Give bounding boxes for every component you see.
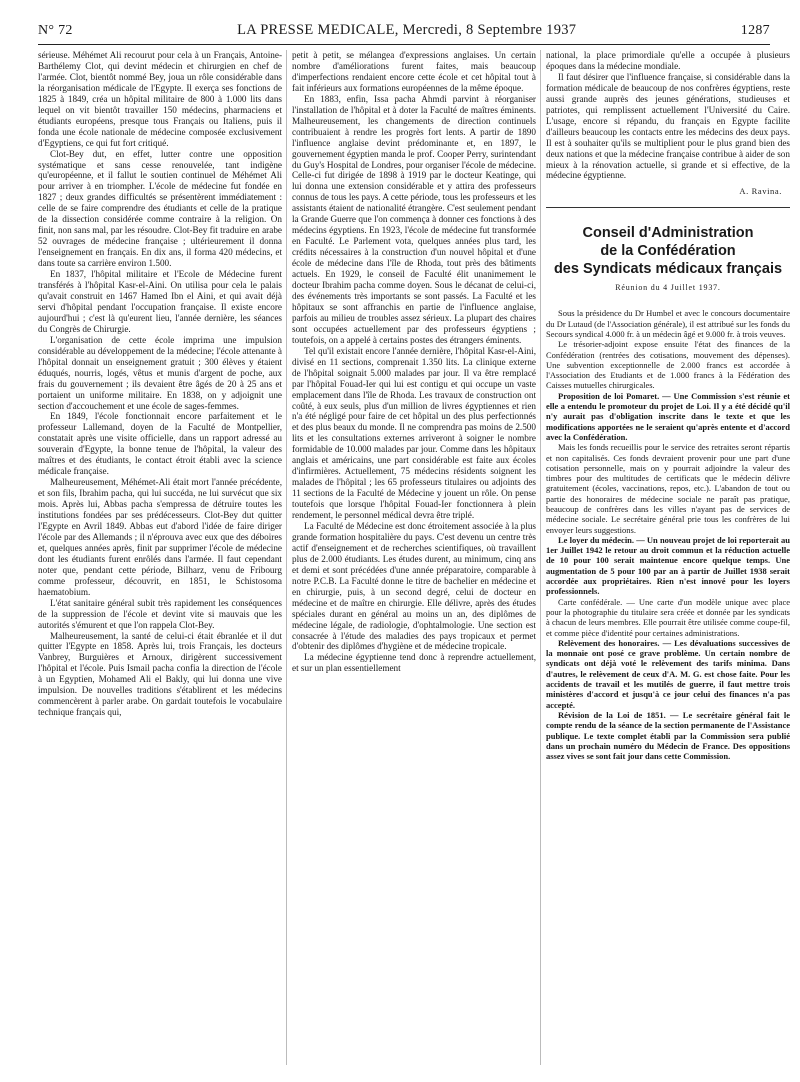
paragraph: Mais les fonds recueillis pour le service des retraites seront répartis et non capitalisés. Ces fonds devraient provenir pour une part d'une cotisation personnelle, mais on y pourrait adjoindre la valeur des timbres pour des multitudes de certificats que le médecin délivre gratuitement (écoles, vaccinations, repos, etc.). L'abandon de tout ou partie des honoraires de médecine sociale ne paraît pas pratique, beaucoup de confrères dans les villes n'ayant pas de services de médecine sociale. Le secrétaire général prie tous les confrères de lui envoyer leurs suggestions. [546,442,790,535]
column-3 [546,50,790,1065]
page-number: N° 72 [38,23,73,38]
column-divider [540,50,541,1065]
paragraph: national, la place primordiale qu'elle a occupée à plusieurs époques dans la médecine mondiale. [546,50,790,71]
paragraph: Proposition de loi Pomaret. — Une Commission s'est réunie et elle a entendu le promoteur du projet de Loi. Il y a été décidé qu'il n'y aurait pas d'obligation inscrite dans le texte et que les modifications apportées ne le seraient qu'après entente et d'accord avec la Confédération. [546,390,790,442]
paragraph: Il faut désirer que l'influence française, si considérable dans la formation médicale de beaucoup de nos confrères égyptiens, reste aussi grande auprès des jeunes générations, studieuses et patriotes, qui remplissent actuellement l'Université du Caire. L'usage, encore si répandu, du français en Egypte facilite d'ailleurs beaucoup les contacts entre les médecins des deux pays. Il est à souhaiter qu'ils se multiplient pour le plus grand bien des deux nations et que la médecine française contribue à aider de son mieux à la rénovation actuelle, si grande et si effective, de la médecine égyptienne. [546,71,790,181]
paragraph: Relèvement des honoraires. — Les dévaluations successives de la monnaie ont posé ce grave problème. Un certain nombre de syndicats ont déjà voté le relèvement des tarifs minima. Dans d'autres, le relèvement de ceux d'A. M. G. est chose faite. Pour les accidents de travail et les mutilés de guerre, il faut mettre trois ministères d'accord et jusqu'à ce jour celui des finances n'a pas accepté. [546,637,790,710]
column-divider [286,50,287,1065]
section-title [546,224,790,278]
paragraph: Carte confédérale. — Une carte d'un modèle unique avec place pour la photographie du titulaire sera créée et donnée par les syndicats à chacun de leurs membres. Elle pourrait être utilisée comme coupe-fil, et comme pièce d'identité pour certaines administrations. [546,596,790,638]
page-header [38,22,770,42]
paragraph: L'organisation de cette école imprima une impulsion considérable au développement de la médecine; l'école attenante à l'hôpital donnait un enseignement gratuit ; 300 élèves y étaient éduqués, nourris, logés, vêtus et munis d'argent de poche, aux frais du gouvernement ; ils devaient être âgés de 20 à 25 ans et portaient un uniforme militaire. En 1838, on y adjoignit une section d'accouchement et une école de sages-femmes. [38,334,282,411]
paragraph: Sous la présidence du Dr Humbel et avec le concours documentaire du Dr Lutaud (de l'Association générale), il est attribué sur les fonds du Secours syndical 4.000 fr. à un médecin âgé et 9.000 fr. à trois veuves. [546,308,790,339]
paragraph: La Faculté de Médecine est donc étroitement associée à la plus grande formation hospitalière du pays. C'est devenu un centre très actif d'enseignement et de recherches scientifiques, où travaillent plus de 2.000 étudiants. Les études durent, au minimum, cinq ans et demi et sont précédées d'une année préparatoire, comparable à notre P.C.B. La Faculté donne le titre de bachelier en médecine et en chirurgie, puis, à un second degré, celui de docteur en médecine et de maître en chirurgie. Elle délivre, après des études spéciales durant en général au moins un an, des diplômes de médecine légale, de radiologie, d'ophtalmologie. Une section est consacrée à l'étude des maladies des pays tropicaux et permet d'obtenir des diplômes d'hygiène et de médecine tropicale. [292,520,536,652]
column-2 [292,50,536,1065]
header-rule [38,44,770,45]
section-divider [546,207,790,208]
section-subtitle: Réunion du 4 Juillet 1937. [615,283,721,293]
journal-title: LA PRESSE MEDICALE, Mercredi, 8 Septembre 1937 [237,22,577,38]
paragraph: petit à petit, se mélangea d'expressions anglaises. Un certain nombre d'améliorations furent faites, mais beaucoup d'imperfections rendaient encore cette école et cet hôpital tout à fait inférieurs aux formations européennes de la même époque. [292,50,536,93]
paragraph: sérieuse. Méhémet Ali recourut pour cela à un Français, Antoine-Barthélemy Clot, qui devint médecin et chirurgien en chef de l'armée. Clot, bientôt nommé Bey, joua un rôle considérable dans la réorganisation médicale de l'Egypte. Il exerça ses fonctions de 1825 à 1849, créa un hôpital militaire de 800 à 1.000 lits dans lequel on vit bientôt travailler 150 médecins, pharmaciens et étudiants européens, presque tous Français ou Italiens, puis il fonda une école nationale de médecine composée exclusivement d'Egyptiens, ce qui fut fort critiqué. [38,50,282,148]
paragraph: L'état sanitaire général subit très rapidement les conséquences de la suppression de l'école et devint vite si mauvais que les autorités s'émurent et que l'on rappela Clot-Bey. [38,597,282,630]
paragraph: En 1837, l'hôpital militaire et l'Ecole de Médecine furent transférés à l'hôpital Kasr-el-Aini. On utilisa pour cela le palais qu'avait construit en 1467 Hamed Ibn el Aini, et qui avait déjà servi d'hôpital pendant l'occupation française. Il existe encore aujourd'hui ; c'est là qu'eurent lieu, l'année dernière, les séances du Congrès de Chirurgie. [38,269,282,334]
paragraph: En 1883, enfin, Issa pacha Ahmdi parvint à réorganiser l'installation de l'hôpital et à doter la Faculté de maîtres éminents. Malheureusement, les changements de direction continuels contribuaient à rendre les progrès fort lents. A partir de 1890 l'influence anglaise devint prédominante et, en 1897, le gouvernement égyptien manda le prof. Cooper Perry, surintendant du Guy's Hospital de Londres, pour organiser l'école de médecine. Celle-ci fut dirigée de 1898 à 1919 par le docteur Keatinge, qui lui donna une extension considérable et y attira des professeurs connus de tous les pays. A cette période, tous les professeurs et les assistants étaient de nationalité étrangère. C'est seulement pendant la Grande Guerre que l'on commença à donner ces fonctions à des médecins égyptiens. En 1923, l'école de médecine fut transformée en Faculté. Le Parlement vota, quelques années plus tard, les crédits nécessaires à la construction d'un nouvel hôpital et d'une école de médecine dans l'île de Rhoda, tout près des bâtiments actuels. En 1929, le conseil de Faculté élit unanimement le docteur Ibrahim pacha comme doyen. Sous le décanat de celui-ci, des événements très importants se sont passés. La Faculté et les hôpitaux se sont affranchis en partie de l'influence anglaise, parfois au milieu de troubles assez sérieux. La plupart des chaires sont occupées actuellement par des professeurs égyptiens ; toutefois, on a appelé à certains postes des étrangers éminents. [292,93,536,345]
page-folio: 1287 [740,23,770,38]
paragraph: Le trésorier-adjoint expose ensuite l'état des finances de la Confédération (rentrées des cotisations, mouvement des dépenses). Une subvention exceptionnelle de 2.000 francs est accordée à l'Association des Etudiants et de 1.000 francs à la Fédération des Caisses mutuelles chirurgicales. [546,339,790,391]
paragraph: Clot-Bey dut, en effet, lutter contre une opposition systématique et sans cesse renouvelée, tant indigène qu'européenne, et il fallut le soutien continuel de Méhémet Ali pour arriver à en triompher. L'école de médecine fut fondée en 1827 ; deux grandes difficultés se présentèrent immédiatement : celle de se faire comprendre des étudiants et celle de la pratique de la dissection considérée comme contraire à la religion. On finit, non sans mal, par les résoudre. Clot-Bey fit traduire en arabe 52 ouvrages de médecine française ; ultérieurement il donna l'enseignement en français. En dix ans, il forma 420 médecins, et dans toute sa carrière environ 1.500. [38,148,282,269]
paragraph: Le loyer du médecin. — Un nouveau projet de loi reporterait au 1er Juillet 1942 le retour au droit commun et la réduction actuelle de 10 pour 100 serait maintenue encore quelque temps. Une augmentation de 5 pour 100 par an à partir de Juillet 1938 serait accordée aux propriétaires. Rien n'est innové pour les loyers professionnels. [546,534,790,597]
column-1 [38,50,282,1065]
paragraph: Malheureusement, la santé de celui-ci était ébranlée et il dut quitter l'Egypte en 1858. Après lui, trois Français, les docteurs Vanbrey, Burguières et Arnoux, dirigèrent successivement l'hôpital et l'école. Puis Ismail pacha confia la direction de l'école à un Egyptien, Mohamed Ali el Bakly, qui lui donna une vive impulsion. De nouvelles traditions s'établirent et les médecins commencèrent à parler arabe. On gardait toutefois le vocabulaire technique français qui, [38,630,282,718]
paragraph: La médecine égyptienne tend donc à reprendre actuellement, et sur un plan essentiellement [292,652,536,674]
section-title-line: de la Confédération [600,243,736,260]
author-signature: A. Ravina. [739,186,782,197]
paragraph: En 1849, l'école fonctionnait encore parfaitement et le professeur Lallemand, doyen de la Faculté de Montpellier, constatait après une visite officielle, dans un rapport adressé au souverain d'Egypte, la bonne tenue de l'hôpital, la valeur des maîtres et des étudiants, le contact étroit établi avec la science médicale française. [38,411,282,477]
paragraph: Tel qu'il existait encore l'année dernière, l'hôpital Kasr-el-Aini, divisé en 11 sections, comprenait 1.350 lits. La clinique externe de l'hôpital soignait 5.000 malades par jour. Il va être remplacé par l'hôpital Fouad-Ier qui lui est contigu et qui occupe un vaste emplacement dans l'île de Rhoda. Les travaux de construction ont coûté, à eux seuls, plus d'un million de livres égyptiennes et rien n'a été négligé pour faire de cet hôpital un des plus perfectionnés et des plus beaux du monde. Il ne comprendra pas moins de 2.500 lits et les consultations externes arriveront à soigner le nombre formidable de 10.000 malades par jour. Comme dans les hôpitaux anglais et américains, une part considérable est faite aux écoles d'infirmières. Actuellement, 75 médecins résidents soignent les malades de l'hôpital ; les 65 professeurs titulaires ou adjoints des 11 sections de la Faculté de Médecine y jouent un rôle. On pense toutefois que lorsque l'hôpital Fouad-Ier fonctionnera à plein rendement, le personnel médical devra être triplé. [292,345,536,521]
paragraph: Révision de la Loi de 1851. — Le secrétaire général fait le compte rendu de la séance de la section permanente de l'Assistance publique. Le texte complet établi par la Commission sera publié dans un prochain numéro du Médecin de France. Des oppositions assez vives se sont fait jour dans cette Commission. [546,709,790,762]
section-title-line: des Syndicats médicaux français [553,261,783,278]
paragraph: Malheureusement, Méhémet-Ali était mort l'année précédente, et son fils, Ibrahim pacha, qui lui succéda, ne lui survécut que six mois. Après lui, Abbas pacha s'empressa de détruire toutes les institutions fondées par ses prédécesseurs. Clot-Bey dut quitter l'Egypte en Avril 1849. Abbas eut d'abord l'idée de faire diriger l'école par des Allemands ; il n'éprouva avec eux que des déboires et, quelques années après, finit par supprimer l'école de médecine dont les étudiants furent enrôlés dans l'armée. Il faut cependant noter que, pendant cette période, Bilharz, venu de Fribourg comme professeur, découvrit, en 1851, le Schistosoma haematobium. [38,477,282,597]
section-title-line: Conseil d'Administration [582,225,754,242]
